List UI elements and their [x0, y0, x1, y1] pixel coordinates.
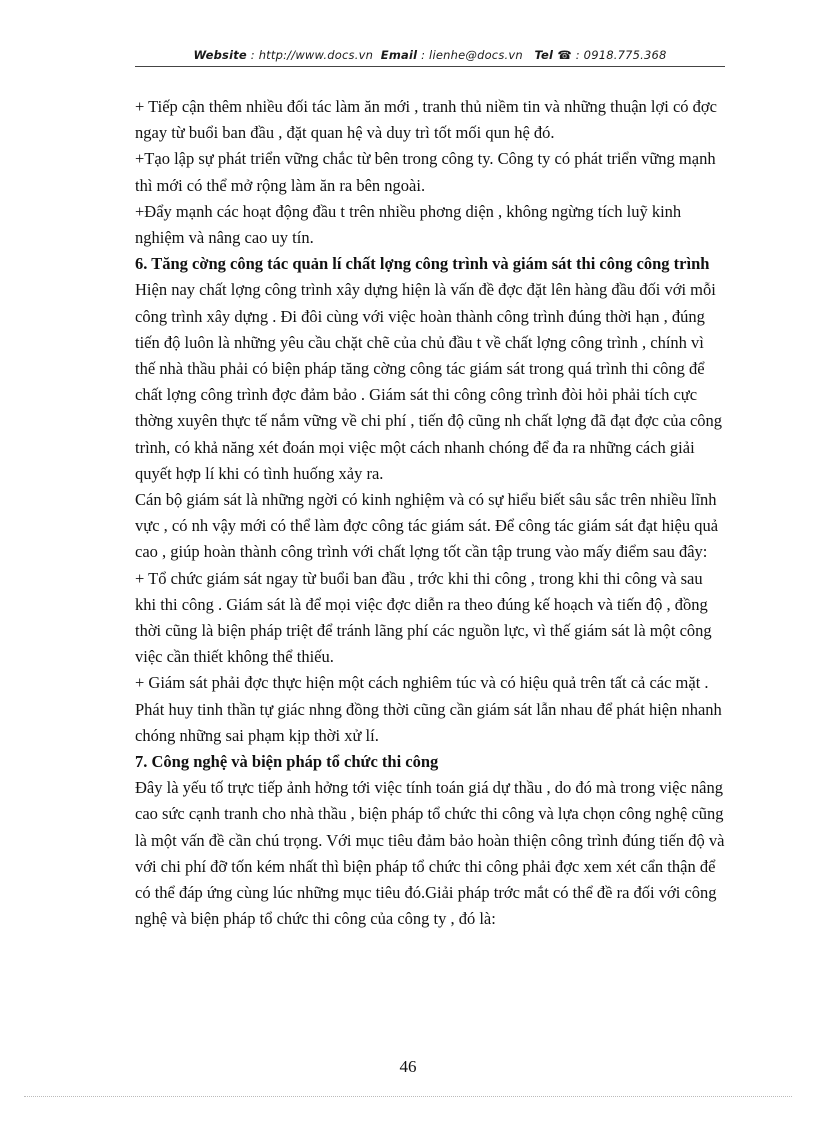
- website-value: : http://www.docs.vn: [250, 48, 374, 62]
- email-value: : lienhe@docs.vn: [421, 48, 523, 62]
- paragraph: + Tiếp cận thêm nhiều đối tác làm ăn mới , tranh thủ niềm tin và những thuận lợi có đợc ngay từ buổi ban đầu , đặt quan hệ và duy trì tốt mối qun hệ đó.: [135, 97, 717, 143]
- tel-value: : 0918.775.368: [575, 48, 667, 62]
- paragraph: + Tổ chức giám sát ngay từ buổi ban đầu , trớc khi thi công , trong khi thi công và sau khi thi công . Giám sát là để mọi việc đợc diễn ra theo đúng kế hoạch và tiến độ , đồng thời cũng là biện pháp triệt để tránh lãng phí các nguồn lực, vì thế giám sát là một công việc cần thiết không thể thiếu.: [135, 568, 712, 667]
- tel-label: Tel ☎: [534, 48, 572, 62]
- paragraph: Cán bộ giám sát là những ngời có kinh nghiệm và có sự hiểu biết sâu sắc trên nhiều lĩnh vực , có nh vậy mới có thể làm đợc công tác giám sát. Để công tác giám sát đạt hiệu quả cao , giúp hoàn thành công trình với chất lợng tốt cần tập trung vào mấy điểm sau đây:: [135, 490, 719, 562]
- email-label: Email: [380, 48, 418, 62]
- header-divider: [135, 66, 725, 67]
- paragraph: +Đẩy mạnh các hoạt động đầu t trên nhiều phơng diện , không ngừng tích luỹ kinh nghiệm và nâng cao uy tín.: [135, 201, 682, 248]
- section-heading-6: 6. Tăng cờng công tác quản lí chất lợng công trình và giám sát thi công công trình: [135, 254, 710, 274]
- paragraph: Hiện nay chất lợng công trình xây dựng hiện là vấn đề đợc đặt lên hàng đầu đối với mỗi công trình xây dựng . Đi đôi cùng với việc hoàn thành công trình đúng thời hạn , đúng tiến độ luôn là những yêu cầu chặt chẽ của chủ đầu t về chất lợng công trình , chính vì thế nhà thầu phải có biện pháp tăng cờng công tác giám sát trong quá trình thi công để chất lợng công trình đợc đảm bảo . Giám sát thi công công trình đòi hỏi phải tích cực thờng xuyên thực tế nắm vững về chi phí , tiến độ cũng nh chất lợng đã đạt đợc của công trình, có khả năng xét đoán mọi việc một cách nhanh chóng để đa ra những cách giải quyết hợp lí khi có tình huống xảy ra.: [135, 280, 723, 483]
- page-header: [135, 48, 725, 62]
- paragraph: + Giám sát phải đợc thực hiện một cách nghiêm túc và có hiệu quả trên tất cả các mặt . Phát huy tinh thần tự giác nhng đồng thời cũng cần giám sát lẫn nhau để phát hiện nhanh chóng những sai phạm kịp thời xử lí.: [135, 673, 722, 745]
- document-body: [135, 94, 725, 933]
- website-label: Website: [193, 48, 247, 62]
- footer-divider: [24, 1096, 792, 1097]
- section-heading-7: 7. Công nghệ và biện pháp tổ chức thi công: [135, 752, 439, 772]
- page-number: 46: [399, 1057, 417, 1076]
- paragraph: Đây là yếu tố trực tiếp ảnh hởng tới việc tính toán giá dự thầu , do đó mà trong việc nâng cao sức cạnh tranh cho nhà thầu , biện pháp tổ chức thi công và lựa chọn công nghệ cũng là một vấn đề cần chú trọng. Với mục tiêu đảm bảo hoàn thiện công trình đúng tiến độ và với chi phí đỡ tốn kém nhất thì biện pháp tổ chức thi công phải đợc xem xét cẩn thận để có thể đáp ứng cùng lúc những mục tiêu đó.Giải pháp trớc mắt có thể đề ra đối với công nghệ và biện pháp tổ chức thi công của công ty , đó là:: [135, 778, 725, 929]
- paragraph: +Tạo lập sự phát triển vững chắc từ bên trong công ty. Công ty có phát triển vững mạnh thì mới có thể mở rộng làm ăn ra bên ngoài.: [135, 149, 716, 195]
